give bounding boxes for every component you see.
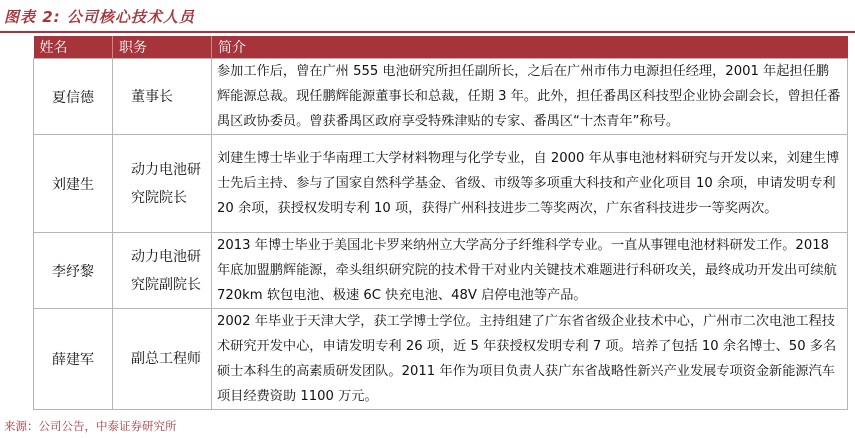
- cell-bio: 2002 年毕业于天津大学，获工学博士学位。主持组建了广东省省级企业技术中心，广州市二次电池工程技术研究开发中心，申请发明专利 26 项，近 5 年获授权发明专利 7 项。培养了包括 10 余名博士、50 多名硕士本科生的高素质研发团队。2011 年作为项目负责人获广东省战略性新兴产业发展专项资金新能源汽车项目经费资助 1100 万元。: [212, 309, 848, 410]
- cell-name: 刘建生: [34, 135, 113, 233]
- core-technical-staff-table: [33, 36, 848, 410]
- cell-name: 夏信德: [34, 59, 113, 135]
- table-row: [34, 233, 848, 309]
- cell-bio: 刘建生博士毕业于华南理工大学材料物理与化学专业，自 2000 年从事电池材料研究与开发以来，刘建生博士先后主持、参与了国家自然科学基金、省级、市级等多项重大科技和产业化项目 10 余项，申请发明专利 20 余项，获授权发明专利 10 项，获得广州科技进步二等奖两次，广东省科技进步一等奖两次。: [212, 135, 848, 233]
- cell-bio: 2013 年博士毕业于美国北卡罗来纳州立大学高分子纤维科学专业。一直从事锂电池材料研发工作。2018 年底加盟鹏辉能源，牵头组织研究院的技术骨干对业内关键技术难题进行科研攻关，最终成功开发出可续航 720km 软包电池、极速 6C 快充电池、48V 启停电池等产品。: [212, 233, 848, 309]
- figure-title: 图表 2: 公司核心技术人员: [4, 8, 195, 26]
- cell-role: 动力电池研究院副院长: [113, 233, 212, 309]
- table-row: [34, 59, 848, 135]
- header-role: 职务: [113, 36, 212, 59]
- cell-role: 副总工程师: [113, 309, 212, 410]
- cell-role: 董事长: [113, 59, 212, 135]
- table-row: [34, 309, 848, 410]
- table-row: [34, 135, 848, 233]
- source-note: 来源：公司公告，中泰证券研究所: [4, 419, 177, 433]
- title-divider: [0, 31, 855, 33]
- cell-name: 薛建军: [34, 309, 113, 410]
- table-header-row: [34, 36, 848, 59]
- header-name: 姓名: [34, 36, 113, 59]
- header-bio: 简介: [212, 36, 848, 59]
- cell-name: 李纾黎: [34, 233, 113, 309]
- cell-bio: 参加工作后，曾在广州 555 电池研究所担任副所长，之后在广州市伟力电源担任经理，2001 年起担任鹏辉能源总裁。现任鹏辉能源董事长和总裁，任期 3 年。此外，担任番禺区科技型企业协会副会长，曾担任番禺区政协委员。曾获番禺区政府享受特殊津贴的专家、番禺区“十杰青年”称号。: [212, 59, 848, 135]
- cell-role: 动力电池研究院院长: [113, 135, 212, 233]
